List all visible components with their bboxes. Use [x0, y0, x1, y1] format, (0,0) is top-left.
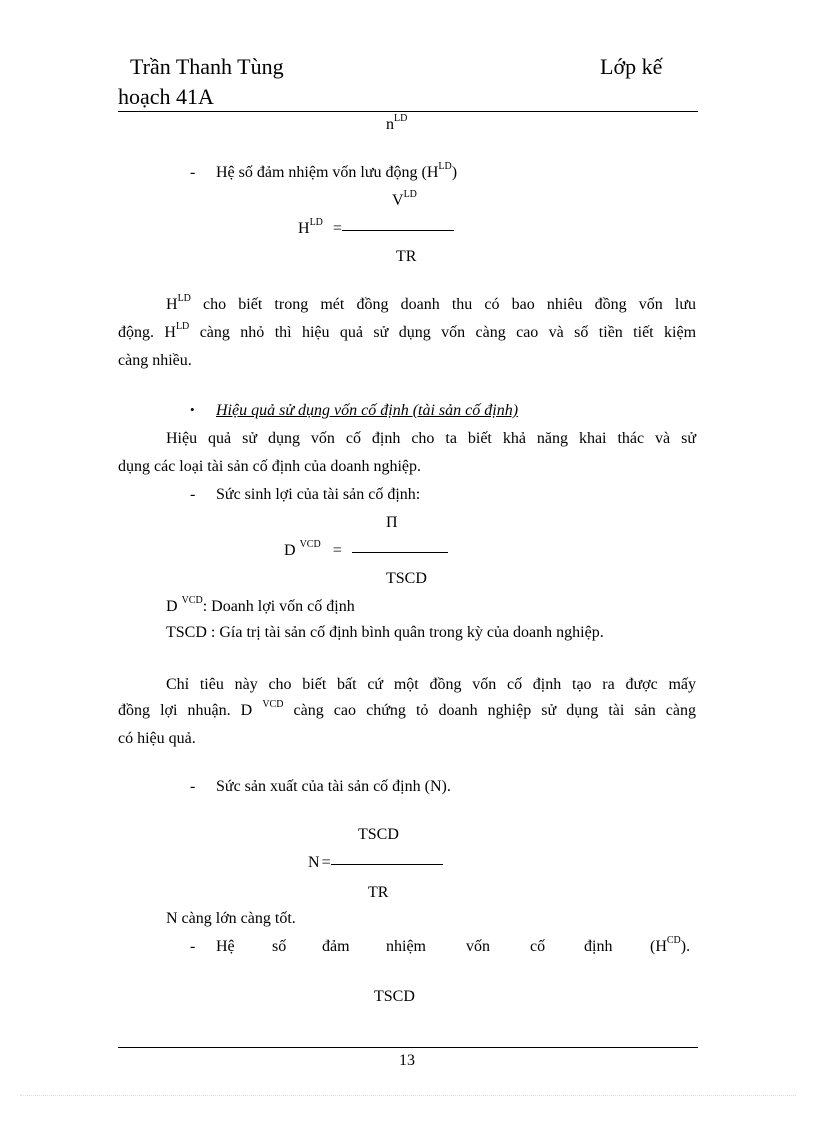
header-rule [118, 111, 698, 112]
section-fixed-p-line1: Hiệu quả sử dụng vốn cố định cho ta biết khả năng khai thác và sử [166, 430, 696, 447]
para-hld-line1: $H^{LD}$ cho biết trong mét đồng doanh thu có bao nhiêu đồng vốn lưu [166, 292, 696, 313]
list-item-profit: Sức sinh lợi của tài sản cố định: [216, 486, 421, 503]
formula-dvcd-numerator: Π [386, 514, 398, 531]
class-label-part1: Lớp kế [600, 54, 663, 79]
formula-dvcd-denominator: TSCD [386, 570, 427, 587]
para-dvcd-line1: Chỉ tiêu này cho biết bất cứ một đồng vốn cố định tạo ra được mấy [166, 676, 696, 693]
fraction-line [352, 552, 448, 553]
formula-hcd-numerator: TSCD [374, 988, 415, 1005]
list-item-production: Sức sản xuất của tài sản cố định (N). [216, 778, 451, 795]
section-title-fixed: Hiệu quả sử dụng vốn cố định (tài sản cố định) [216, 402, 519, 419]
formula-dvcd-lhs: D $^{VCD}$ = [284, 542, 448, 560]
formula-n-numerator: TSCD [358, 826, 399, 843]
class-label-part2: hoạch 41A [118, 84, 214, 109]
list-dash: - [190, 164, 196, 181]
para-dvcd-line2: đồng lợi nhuận. D $^{VCD}$ càng cao chứng tỏ doanh nghiệp sử dụng tài sản càng [118, 698, 696, 719]
fraction-line [331, 864, 443, 865]
para-hld-line3: càng nhiều. [118, 352, 192, 369]
def-tscd: TSCD : Gía trị tài sản cố định bình quân trong kỳ của doanh nghiệp. [166, 624, 604, 641]
list-item-hcd-w5: vốn [466, 938, 490, 955]
list-item-hcd-w3: đảm [322, 938, 350, 955]
list-item-hld: Hệ số đảm nhiệm vốn lưu động $(H^{LD})$ [216, 160, 458, 181]
list-item-hcd-w7: định [584, 938, 613, 955]
def-dvcd: D $^{VCD}$: Doanh lợi vốn cố định [166, 594, 355, 615]
formula-hld-lhs: $H^{LD}$ = [298, 220, 454, 238]
list-dash: - [190, 486, 196, 503]
formula-n-denominator: TR [368, 884, 389, 901]
list-item-hcd-w1: Hệ [216, 938, 235, 955]
formula-hld-denominator: TR [396, 248, 417, 265]
formula-top-fragment: $n^{LD}$ [386, 112, 408, 133]
para-dvcd-line3: có hiệu quả. [118, 730, 196, 747]
formula-n-lhs: N = [308, 854, 443, 872]
formula-hld-numerator: $V^{LD}$ [392, 188, 417, 209]
footer-rule [118, 1047, 698, 1048]
author-name: Trần Thanh Tùng [130, 54, 284, 79]
list-dash: - [190, 778, 196, 795]
para-hld-line2: động. $H^{LD}$ càng nhỏ thì hiệu quả sử dụng vốn càng cao và số tiền tiết kiệm [118, 320, 697, 341]
page-number: 13 [399, 1052, 415, 1069]
list-dash: - [190, 938, 196, 955]
page-edge [20, 1095, 796, 1096]
list-item-hcd-w4: nhiệm [386, 938, 426, 955]
list-item-hcd-w2: số [272, 938, 287, 955]
section-fixed-p-line2: dụng các loại tài sản cố định của doanh nghiệp. [118, 458, 422, 475]
n-note: N càng lớn càng tốt. [166, 910, 296, 927]
fraction-line [342, 230, 454, 231]
list-item-hcd-w6: cố [530, 938, 546, 955]
bullet-icon: • [190, 402, 195, 417]
list-item-hcd-last: $(H^{CD})$. [650, 934, 691, 955]
